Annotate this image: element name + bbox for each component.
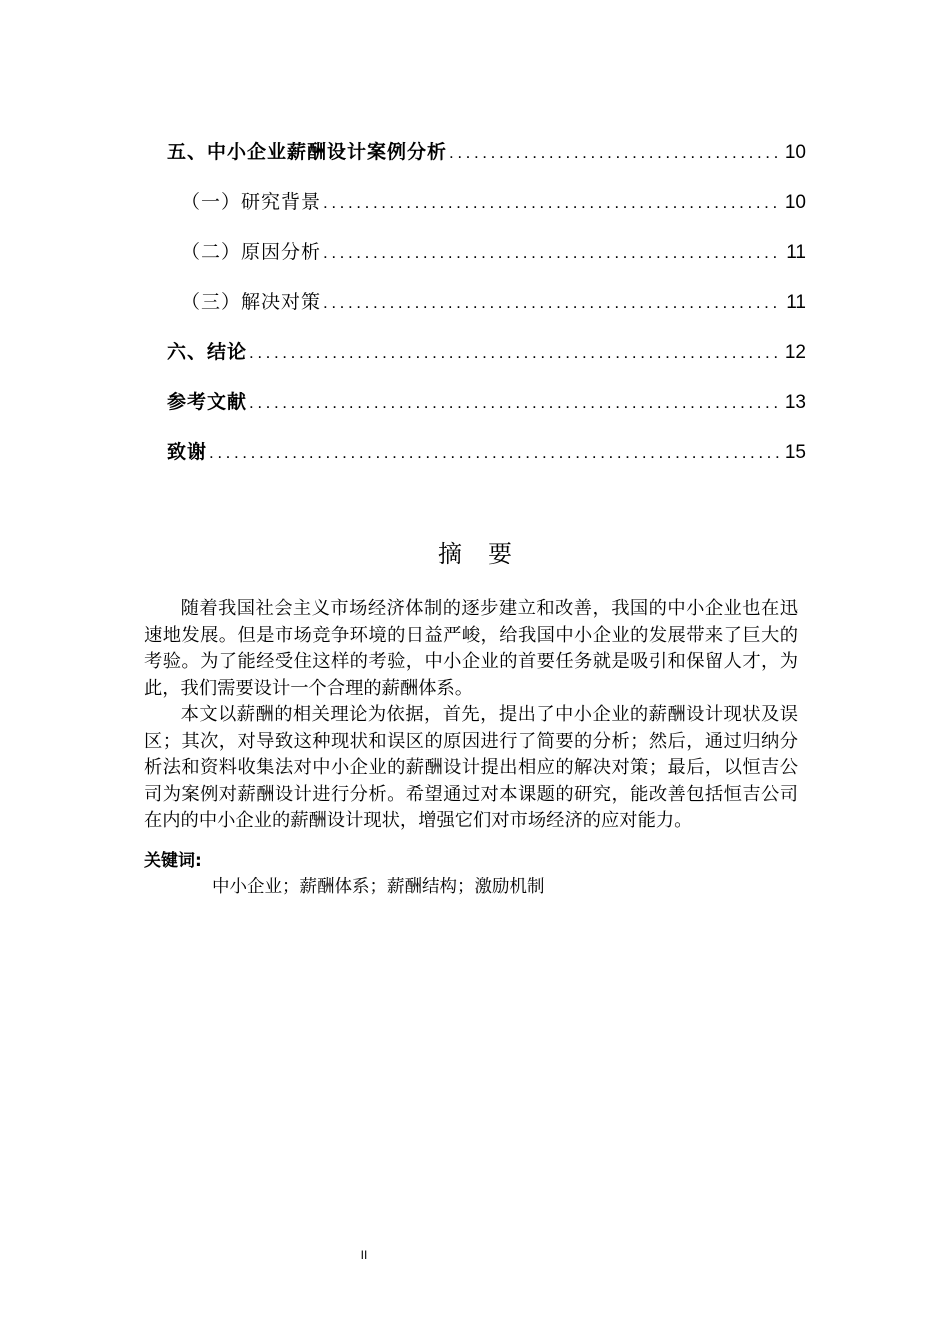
toc-entry-page: 15 [784, 442, 806, 463]
toc-dot-leader [209, 439, 781, 467]
toc-entry-page: 10 [784, 192, 806, 213]
toc-entry-page: 13 [784, 392, 806, 413]
toc-entry-title: （三）解决对策 [181, 291, 322, 313]
page-number: II [360, 1248, 368, 1262]
toc-entry-title: 五、中小企业薪酬设计案例分析 [167, 141, 448, 163]
toc-entry[interactable] [167, 338, 806, 388]
toc-entry-title: 六、结论 [167, 341, 248, 363]
table-of-contents [167, 138, 806, 488]
toc-dot-leader [323, 189, 781, 217]
toc-entry-title: 参考文献 [167, 391, 248, 413]
toc-entry-page: 11 [786, 292, 806, 313]
keywords-label: 关键词: [144, 851, 202, 871]
toc-entry[interactable] [167, 388, 806, 438]
toc-entry[interactable] [167, 138, 806, 188]
toc-dot-leader [323, 239, 782, 267]
abstract-paragraph: 本文以薪酬的相关理论为依据，首先，提出了中小企业的薪酬设计现状及误区；其次，对导致这种现状和误区的原因进行了简要的分析；然后，通过归纳分析法和资料收集法对中小企业的薪酬设计提出相应的解决对策；最后，以恒吉公司为案例对薪酬设计进行分析。希望通过对本课题的研究，能改善包括恒吉公司在内的中小企业的薪酬设计现状，增强它们对市场经济的应对能力。 [144, 704, 798, 831]
keywords-text: 中小企业；薪酬体系；薪酬结构；激励机制 [212, 877, 545, 897]
abstract-heading: 摘要 [438, 540, 538, 568]
toc-entry-page: 11 [786, 242, 806, 263]
toc-dot-leader [249, 339, 781, 367]
abstract-paragraph: 随着我国社会主义市场经济体制的逐步建立和改善，我国的中小企业也在迅速地发展。但是市场竞争环境的日益严峻，给我国中小企业的发展带来了巨大的考验。为了能经受住这样的考验，中小企业的首要任务就是吸引和保留人才，为此，我们需要设计一个合理的薪酬体系。 [144, 598, 798, 699]
toc-dot-leader [449, 139, 781, 167]
toc-entry-page: 12 [784, 342, 806, 363]
toc-entry-title: （一）研究背景 [181, 191, 322, 213]
toc-dot-leader [249, 389, 781, 417]
toc-entry[interactable] [167, 188, 806, 238]
abstract-body [144, 596, 798, 835]
toc-entry-title: 致谢 [167, 441, 208, 463]
toc-entry-page: 10 [784, 142, 806, 163]
toc-entry[interactable] [167, 438, 806, 488]
toc-entry[interactable] [167, 238, 806, 288]
toc-dot-leader [323, 289, 782, 317]
toc-entry-title: （二）原因分析 [181, 241, 322, 263]
toc-entry[interactable] [167, 288, 806, 338]
